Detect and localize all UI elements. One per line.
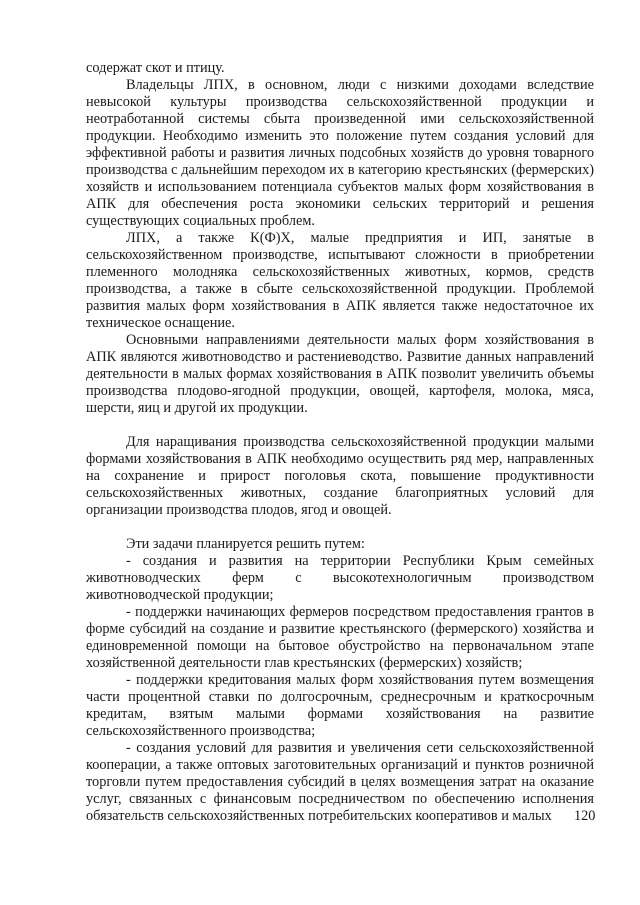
paragraph-continuation: содержат скот и птицу. [86,60,225,76]
paragraph-tasks-intro: Эти задачи планируется решить путем: [126,536,365,552]
paragraph-spacer [86,519,594,536]
paragraph-measures: Для наращивания производства сельскохозяйственной продукции малыми формами хозяйствования в АПК необходимо осуществить ряд мер, направленных на сохранение и прирост поголовья скота, повышение продуктивности сельскохозяйственных животных, создание благоприятных условий для организации производства плодов, ягод и овощей. [86,434,594,518]
body-text [86,60,594,825]
paragraph-spacer [86,417,594,434]
list-item-grants: - поддержки начинающих фермеров посредством предоставления грантов в форме субсидий на создание и развитие крестьянского (фермерского) хозяйства и единовременной помощи на бытовое обустройство на первоначальном этапе хозяйственной деятельности глав крестьянских (фермерских) хозяйств; [86,604,594,671]
list-item-family-farms: - создания и развития на территории Республики Крым семейных животноводческих ферм с высокотехнологичным производством животноводческой продукции; [86,553,594,603]
paragraph-lph-owners: Владельцы ЛПХ, в основном, люди с низкими доходами вследствие невысокой культуры производства сельскохозяйственной продукции и неотработанной системы сбыта произведенной ими сельскохозяйственной продукции. Необходимо изменить это положение путем создания условий для эффективной работы и развития личных подсобных хозяйств до уровня товарного производства с дальнейшим переходом их в категорию крестьянских (фермерских) хозяйств и использованием потенциала субъектов малых форм хозяйствования в АПК для обеспечения роста экономики сельских территорий и решения существующих социальных проблем. [86,77,594,229]
list-item-credit-support: - поддержки кредитования малых форм хозяйствования путем возмещения части процентной ставки по долгосрочным, среднесрочным и краткосрочным кредитам, взятым малыми формами хозяйствования на развитие сельскохозяйственного производства; [86,672,594,739]
list-item-cooperation: - создания условий для развития и увеличения сети сельскохозяйственной кооперации, а также оптовых заготовительных организаций и пунктов розничной торговли путем предоставления субсидий в целях возмещения затрат на оказание услуг, связанных с финансовым посредничеством по обеспечению исполнения обязательств сельскохозяйственных потребительских кооперативов и малых [86,740,594,824]
paragraph-difficulties: ЛПХ, а также К(Ф)Х, малые предприятия и ИП, занятые в сельскохозяйственном производстве, испытывают сложности в приобретении племенного молодняка сельскохозяйственных животных, кормов, средств производства, а также в сбыте сельскохозяйственной продукции. Проблемой развития малых форм хозяйствования в АПК является также недостаточное их техническое оснащение. [86,230,594,331]
paragraph-main-directions: Основными направлениями деятельности малых форм хозяйствования в АПК являются животноводство и растениеводство. Развитие данных направлений деятельности в малых формах хозяйствования в АПК позволит увеличить объемы производства плодово-ягодной продукции, овощей, картофеля, молока, мяса, шерсти, яиц и другой их продукции. [86,332,594,416]
page-number: 120 [574,808,596,824]
